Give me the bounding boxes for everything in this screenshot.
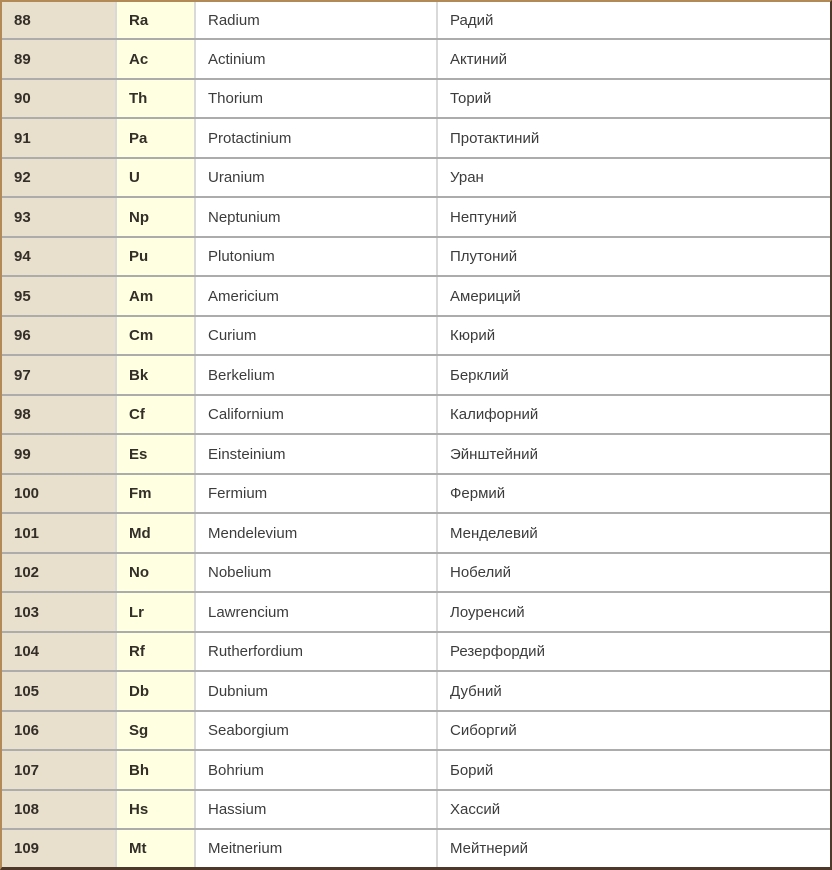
element-name-ru-cell: Берклий: [437, 355, 830, 395]
element-symbol-cell: Bk: [116, 355, 195, 395]
element-name-en-cell: Americium: [195, 276, 437, 316]
elements-table: [2, 2, 830, 867]
element-number-cell: 95: [2, 276, 116, 316]
element-symbol-cell: U: [116, 158, 195, 198]
element-number-cell: 89: [2, 39, 116, 79]
element-name-en-cell: Californium: [195, 395, 437, 435]
element-name-en-cell: Seaborgium: [195, 711, 437, 751]
element-name-en-cell: Protactinium: [195, 118, 437, 158]
element-symbol-cell: Th: [116, 79, 195, 119]
element-name-ru-cell: Плутоний: [437, 237, 830, 277]
table-row: [2, 79, 830, 119]
element-symbol-cell: Bh: [116, 750, 195, 790]
element-name-en-cell: Berkelium: [195, 355, 437, 395]
element-number-cell: 97: [2, 355, 116, 395]
table-row: [2, 434, 830, 474]
element-name-en-cell: Uranium: [195, 158, 437, 198]
element-name-ru-cell: Фермий: [437, 474, 830, 514]
element-symbol-cell: Sg: [116, 711, 195, 751]
element-name-ru-cell: Уран: [437, 158, 830, 198]
table-row: [2, 2, 830, 39]
element-name-en-cell: Radium: [195, 2, 437, 39]
element-name-ru-cell: Радий: [437, 2, 830, 39]
element-name-ru-cell: Борий: [437, 750, 830, 790]
element-name-ru-cell: Мейтнерий: [437, 829, 830, 867]
element-number-cell: 99: [2, 434, 116, 474]
element-name-en-cell: Lawrencium: [195, 592, 437, 632]
element-name-ru-cell: Нептуний: [437, 197, 830, 237]
table-row: [2, 671, 830, 711]
element-name-en-cell: Actinium: [195, 39, 437, 79]
element-number-cell: 105: [2, 671, 116, 711]
element-symbol-cell: Hs: [116, 790, 195, 830]
table-row: [2, 355, 830, 395]
table-row: [2, 592, 830, 632]
table-row: [2, 158, 830, 198]
element-number-cell: 93: [2, 197, 116, 237]
element-number-cell: 103: [2, 592, 116, 632]
table-row: [2, 750, 830, 790]
element-name-ru-cell: Кюрий: [437, 316, 830, 356]
element-name-en-cell: Einsteinium: [195, 434, 437, 474]
element-name-en-cell: Mendelevium: [195, 513, 437, 553]
element-number-cell: 90: [2, 79, 116, 119]
element-symbol-cell: Np: [116, 197, 195, 237]
element-name-en-cell: Rutherfordium: [195, 632, 437, 672]
element-name-ru-cell: Сиборгий: [437, 711, 830, 751]
table-row: [2, 39, 830, 79]
element-name-en-cell: Plutonium: [195, 237, 437, 277]
element-symbol-cell: Lr: [116, 592, 195, 632]
element-name-ru-cell: Эйнштейний: [437, 434, 830, 474]
element-number-cell: 101: [2, 513, 116, 553]
element-symbol-cell: Fm: [116, 474, 195, 514]
element-name-ru-cell: Резерфордий: [437, 632, 830, 672]
element-symbol-cell: No: [116, 553, 195, 593]
element-number-cell: 100: [2, 474, 116, 514]
element-symbol-cell: Cf: [116, 395, 195, 435]
element-number-cell: 98: [2, 395, 116, 435]
element-name-en-cell: Dubnium: [195, 671, 437, 711]
element-name-ru-cell: Нобелий: [437, 553, 830, 593]
element-symbol-cell: Ra: [116, 2, 195, 39]
table-row: [2, 632, 830, 672]
element-number-cell: 96: [2, 316, 116, 356]
element-name-ru-cell: Актиний: [437, 39, 830, 79]
table-row: [2, 118, 830, 158]
element-symbol-cell: Cm: [116, 316, 195, 356]
table-row: [2, 829, 830, 867]
element-name-ru-cell: Калифорний: [437, 395, 830, 435]
table-row: [2, 197, 830, 237]
element-number-cell: 109: [2, 829, 116, 867]
element-number-cell: 106: [2, 711, 116, 751]
element-symbol-cell: Ac: [116, 39, 195, 79]
element-symbol-cell: Es: [116, 434, 195, 474]
element-name-en-cell: Neptunium: [195, 197, 437, 237]
element-number-cell: 91: [2, 118, 116, 158]
table-row: [2, 790, 830, 830]
element-symbol-cell: Md: [116, 513, 195, 553]
element-name-ru-cell: Хассий: [437, 790, 830, 830]
table-row: [2, 553, 830, 593]
element-name-ru-cell: Дубний: [437, 671, 830, 711]
element-symbol-cell: Pu: [116, 237, 195, 277]
element-number-cell: 104: [2, 632, 116, 672]
element-symbol-cell: Db: [116, 671, 195, 711]
table-row: [2, 711, 830, 751]
element-number-cell: 92: [2, 158, 116, 198]
element-number-cell: 108: [2, 790, 116, 830]
element-symbol-cell: Pa: [116, 118, 195, 158]
element-name-ru-cell: Торий: [437, 79, 830, 119]
table-row: [2, 395, 830, 435]
element-name-en-cell: Nobelium: [195, 553, 437, 593]
element-name-en-cell: Thorium: [195, 79, 437, 119]
table-row: [2, 276, 830, 316]
elements-table-body: [2, 2, 830, 867]
element-symbol-cell: Rf: [116, 632, 195, 672]
element-name-en-cell: Curium: [195, 316, 437, 356]
element-name-ru-cell: Америций: [437, 276, 830, 316]
element-name-en-cell: Meitnerium: [195, 829, 437, 867]
element-name-en-cell: Fermium: [195, 474, 437, 514]
table-row: [2, 474, 830, 514]
element-name-en-cell: Bohrium: [195, 750, 437, 790]
element-number-cell: 107: [2, 750, 116, 790]
element-symbol-cell: Am: [116, 276, 195, 316]
element-name-ru-cell: Менделевий: [437, 513, 830, 553]
element-number-cell: 94: [2, 237, 116, 277]
element-number-cell: 88: [2, 2, 116, 39]
element-name-ru-cell: Протактиний: [437, 118, 830, 158]
table-row: [2, 316, 830, 356]
table-row: [2, 237, 830, 277]
element-number-cell: 102: [2, 553, 116, 593]
element-name-en-cell: Hassium: [195, 790, 437, 830]
table-row: [2, 513, 830, 553]
element-name-ru-cell: Лоуренсий: [437, 592, 830, 632]
element-symbol-cell: Mt: [116, 829, 195, 867]
